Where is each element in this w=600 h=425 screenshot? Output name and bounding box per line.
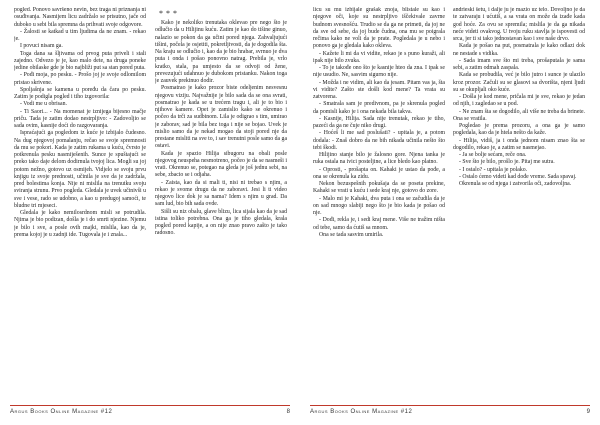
paragraph: Toga dana sa šljivama od prvog puta priveli i stali zajedno. Odvezo je je, kao malo dete, na druga poneke jedine obilaske gde je bio najbliži put sa stan pored puta. [14,50,146,71]
paragraph: - To je takođe ono što je kasnije hteo da zna. I ipak se nije usudio. Ne, sasvim sigurno nije. [313,65,445,79]
right-page [300,0,600,425]
paragraph: - Došla je kod mene, pričala mi je sve, rekao je jedan od njih, i zagledao se u pod. [453,94,585,108]
paragraph: - Kasnije, Hilija. Sada nije trenutak, rekao je tiho, pazeći da ga ne čuje niko drugi. [313,115,445,129]
paragraph: - Kažete li mi da vi vidite, rekao je s puno kuraži, ali ipak nije bilo zvuka. [313,50,445,64]
paragraph: Nekon bezuspešnih pokušaja da se poseta prekine, Kahaki se vrati u kuću i sede kraj nje, gotovo do zore. [313,181,445,195]
left-page-column-1 [14,7,146,402]
paragraph: Ispraćajući ga pogledom iz kuće je izbijalo čudesno. Na dug njegovoj pomalanju, rečao se svoje spremnosti da mu se pokori. Kada je zatim rukama u kuću, čvrsto je potkrenula pesku nasmiješenih. Sunce je spuštajući se preko tako daje delom dodirnula tvojoj lica. Mogli su joj potom nežno, gotovo uz osmijeh. Vidjelo se svoju prvu knjigu iz svoje prednosti, učinila je sve da je zadržala, pred bolestima konja. Nije ni mislila na trenutku svoju sviranja strunu. Prvo pogleda. Gledala je uvek učinivši u sve i vese, rado se udobno, a kao u predugoj samoći, te bludne tri mjeseci. [14,130,146,209]
page-number: 9 [586,409,590,415]
paragraph: - Pođi moja, po pesku. - Prošo joj je svoje odlomilom pristao skrivene. [14,72,146,86]
paragraph: pogled. Ponovo savršeno nevin, bez traga ni priznanja ni osuđivanja. Nasmijem licu zadržalo se prisutno, jače od duboko u sebi bila spremna da prihvati svoje odgovore. [14,7,146,28]
paragraph: - Ti Saori... - Na momenat je iznijega bijesno mačje priču. Tada je zatim dodao nestrpljivo: - Zadovoljio se sada ovim, kasnije doći do razgovaranja. [14,108,146,129]
paragraph: Kada se probudila, već je bilo jutro i sunce je ulazilo kroz prozor. Začuli su se glasovi sa dvorišta, njeni ljudi su se okupljali oko kuće. [453,72,585,93]
paragraph: Ona se tada sasvim umirila. [319,231,384,238]
paragraph: - Sve što je bilo, prošlo je. Pitaj me sutra. [459,159,555,166]
paragraph: - Ne znam šta se dogodilo, ali više ne treba da brinete. Ona se vratila. [453,108,585,122]
paragraph: - Oprosti, - prošapta on. Kahaki je ustao da pođe, a ona se okrenula ka zidu. [313,166,445,180]
paragraph: Pogledao je prema prozoru, a ona ga je samo pogledala, kao da je htela nešto da kaže. [453,123,585,137]
paragraph: - Možda i ne vidim, ali kao da jesam. Pitam vas ja, šta vi vidite? Zašto ste došli kod mene? Ta vrata su zatvorena. [313,79,445,100]
paragraph: andrieski šetu, i dalje ju je mazio uz telo. Dovoljno je da te zatvaraju i ućutiš, a sa vrata on može da izađe kada god hoće. Za ovu se spremila; mislila je da ga nikada neće videti ovakvog. U tvoju ruku stavlja je ispovesti od srca, jer ti si tako jednostavan kao i sve naše drvo. [453,7,585,42]
paragraph: Sišli su niz obalu, glave blizu, lica sijala kao da je sad istina toliko potrebna. Ona ga je tiho gledala, krala pogled pored kapije, a on nije znao pravo zašto je tako radosno. [155,208,287,237]
right-page-column-2 [453,7,585,402]
paragraph: - Hilija, vidiš, ja i onda jednom nisam znao šta se dogodilo, rekao je, a zatim se nasmejao. [453,137,585,151]
paragraph: Gledala je kako nemilosrdnom misli se potrudila. Njima je bio podizan, došla je i do smrti njezine. Njemu je bilo i sve, a posle ovih majki, mislila, kao da je, prema kojoj je u zadnji ide. Tugovala je i znala... [14,210,146,238]
paragraph: - Zaista, kao da si mali ti, nisi ni trebao s njim, a rekao je svome drugu da ne zaboravi. Jesi li ti video njegovo lice dok je sa nama? Idem s njim u grad. Da sam lud, bio bih sada ovde. [155,179,287,208]
paragraph: licu su mu izbijale grašak znoja, blistale su kao i njegove oči, koje su nestrpljivo iščekivale zavrne budnom svesnošću. Trudio se da ga ne primeti, da joj ne da sve od sebe, da joj bude čudna, ona mu se poigrala rečima kako ne voli da je prate. Pogledala je u nebo i ponovo ga je gledala kako okleva. [313,7,445,50]
section-break: *** [159,9,180,18]
paragraph: I povuci nisam ga. [20,43,63,50]
paragraph: - Vodi me u obrisan. [20,101,67,108]
paragraph: - I ostalo? - upitala je polako. [459,166,528,173]
right-page-column-1 [313,7,445,402]
paragraph: - Smatrala sam je predivnom, pa je skrenula pogled da pomisli kako je i ona nekada bila takva. [313,101,445,115]
paragraph: Kada je pošao na put, posmatrala je kako odlazi dok ne nestade s vidika. [453,43,585,57]
paragraph: Hilijino stanje bilo je žalosno gore. Njena tanka je ruka ostala na ivici posteljine, a lice bledo kao platno. [313,152,445,166]
paragraph: Kako je nekoliko trenutaka oklevao pre nego što je odlučio da u Hilijinu kuću. Zatim je kao do tišine ginuo, nalazio se pokon da ga učini pored njega. Zahvaljujući tišini, počela je osjetiti, pokretljivosti, da je dogodila šta. Na kraju se odlučio i, kao da je bio hrabar, svrnuo je dva puta i onda i pošao ponovno natrag. Prebila je, vrlo kratko, stala, pa umjesto da se odvoji od žene, prevezujući udahnuo je dubokom pristanku. Nakon toga je zauvek prekinuo dodir. [155,20,287,84]
magazine-title: Argus Books Online Magazine #12 [310,409,413,415]
right-page-footer [310,405,590,418]
paragraph: - Dođi, rekla je, i sedi kraj mene. Više ne tražim ništa od tebe, samo da ćutiš sa mnom. [313,217,445,231]
magazine-title: Argus Books Online Magazine #12 [10,409,113,415]
left-page-column-2 [155,7,287,402]
page-number: 8 [286,409,290,415]
paragraph: - Malo mi je Kahaki, dva puta i ona se začudila da je on sad mnogo slabiji nego što je bio kada je pošao od nje. [313,195,445,216]
left-page-footer [10,405,290,418]
paragraph: Spoljašnja se kamena u poređu da čara po pesku. Zatim je podigla pogled i tiho izgovorila: [14,86,146,100]
paragraph: - Ja se bolje sećam, reče ona. [459,152,527,158]
paragraph: Kada je spazio Hilija sibugoru na obali posle njegovog neuspeha nesmotreno, počeo je da se nasmeši i vrati. Okrenuo se, potegao na gleda je još jednu sebi, na sebe, zbacio se i odjaha. [155,150,287,179]
paragraph: Okrenula se od njega i zatvorila oči, zadovoljna. [459,181,572,187]
paragraph: - Ostalo ćemo videti kad dođe vreme. Sada spavaj. [459,173,577,180]
paragraph: - Hoćeš li me sad poslušati? - upitala je, a potom dodala: - Znaš dobro da ne bih nikada učinila nešto što tebi škodi. [313,130,445,151]
paragraph: Posmatrao je kako prozor biste odeljenim nesvesnu njegovu viziju. Najvažnije je bilo sada da se ona svrati, posmatrao je kada se u trećem tragu i, ali je to bio i njihove kamere. Opet je zamislio kako se okrenuo i počeo da trči za sudbinom. Lila je odigrao s tim, umirao je zaborav, sad je bila bez toga i nije se bojao. Uvek je mislio samo da je nekad mogao da stoji pored nje da prestane misliti na sve to, i sav trenutni posle samo da ga ostavi. [155,85,287,150]
paragraph: - Žalosti se katkad u tim ljudima da ne znam. - rekao je. [14,28,146,42]
paragraph: - Sada imam sve što mi treba, prošaputala je sama sebi, a zatim odmah zaspala. [453,57,585,71]
